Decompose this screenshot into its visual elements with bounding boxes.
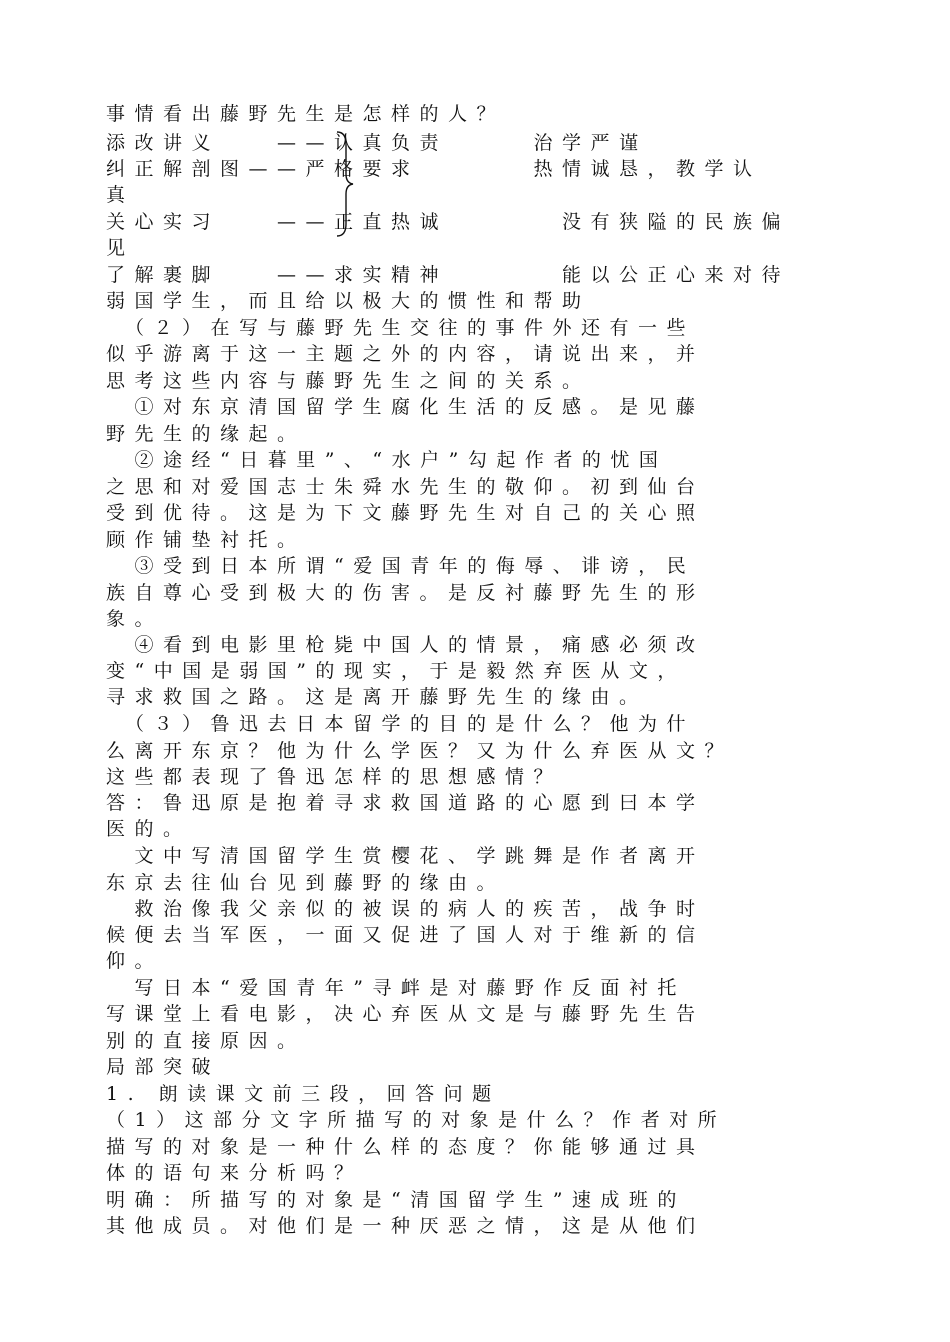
text-line: 受到优待。这是为下文藤野先生对自己的关心照 [106, 502, 705, 524]
text-line: 顾作铺垫衬托。 [106, 529, 306, 551]
text-line: 救治像我父亲似的被误的病人的疾苦，战争时 [106, 898, 705, 920]
text-line: 1. 朗读课文前三段，回答问题 [106, 1083, 501, 1105]
text-line: （２）在写与藤野先生交往的事件外还有一些 [106, 317, 696, 339]
text-line: 候便去当军医，一面又促进了国人对于维新的信 [106, 924, 705, 946]
text-line: 寻求救国之路。这是离开藤野先生的缘由。 [106, 686, 648, 708]
text-line: 答：鲁迅原是抱着寻求救国道路的心愿到曰本学 [106, 792, 705, 814]
text-line: 思考这些内容与藤野先生之间的关系。 [106, 370, 591, 392]
curly-brace-icon [334, 130, 356, 238]
text-line: 明确：所描写的对象是“清国留学生”速成班的 [106, 1189, 686, 1211]
text-line: 事情看出藤野先生是怎样的人？ [106, 103, 506, 125]
text-line: 医的。 [106, 818, 192, 840]
text-line: ③受到日本所谓“爱国青年的侮辱、诽谤，民 [106, 555, 696, 577]
text-line: 体的语句来分析吗？ [106, 1162, 363, 1184]
text-line: 写日本“爱国青年”寻衅是对藤野作反面衬托 [106, 977, 686, 999]
text-line: 真 [106, 184, 135, 206]
text-line: 仰。 [106, 950, 164, 972]
text-line: ①对东京清国留学生腐化生活的反感。是见藤 [106, 396, 705, 418]
text-line: 纠正解剖图——严格要求 热情诚恳，教学认 [106, 158, 762, 180]
text-line: 写课堂上看电影，决心弃医从文是与藤野先生告 [106, 1003, 705, 1025]
text-line: 了解裹脚 ——求实精神 能以公正心来对待 [106, 264, 791, 286]
text-line: 么离开东京？他为什么学医？又为什么弃医从文？ [106, 740, 734, 762]
text-line: 族自尊心受到极大的伤害。是反衬藤野先生的形 [106, 582, 705, 604]
text-line: 弱国学生，而且给以极大的惯性和帮助 [106, 290, 591, 312]
text-line: （1）这部分文字所描写的对象是什么？作者对所 [106, 1109, 727, 1131]
text-line: 其他成员。对他们是一种厌恶之情，这是从他们 [106, 1215, 705, 1237]
text-line: 文中写清国留学生赏樱花、学跳舞是作者离开 [106, 845, 705, 867]
text-line: 野先生的缘起。 [106, 423, 306, 445]
text-line: ②途经“日暮里”、“水户”勾起作者的忧国 [106, 449, 668, 471]
text-line: 添改讲义 ——认真负责 治学严谨 [106, 132, 648, 154]
text-line: 这些都表现了鲁迅怎样的思想感情？ [106, 766, 563, 788]
text-line: 象。 [106, 608, 164, 630]
text-line: 似乎游离于这一主题之外的内容，请说出来，并 [106, 343, 705, 365]
text-line: 之思和对爱国志士朱舜水先生的敬仰。初到仙台 [106, 476, 705, 498]
section-heading: 局部突破 [106, 1056, 221, 1078]
text-line: 东京去往仙台见到藤野的缘由。 [106, 872, 506, 894]
text-line: 见 [106, 237, 135, 259]
text-line: （３）鲁迅去日本留学的目的是什么？他为什 [106, 713, 696, 735]
text-line: 关心实习 ——正直热诚 没有狭隘的民族偏 [106, 211, 791, 233]
text-line: 变“中国是弱国”的现实，于是毅然弃医从文， [106, 660, 686, 682]
text-line: 别的直接原因。 [106, 1030, 306, 1052]
text-line: ④看到电影里枪毙中国人的情景，痛感必须改 [106, 634, 705, 656]
text-line: 描写的对象是一种什么样的态度？你能够通过具 [106, 1136, 705, 1158]
